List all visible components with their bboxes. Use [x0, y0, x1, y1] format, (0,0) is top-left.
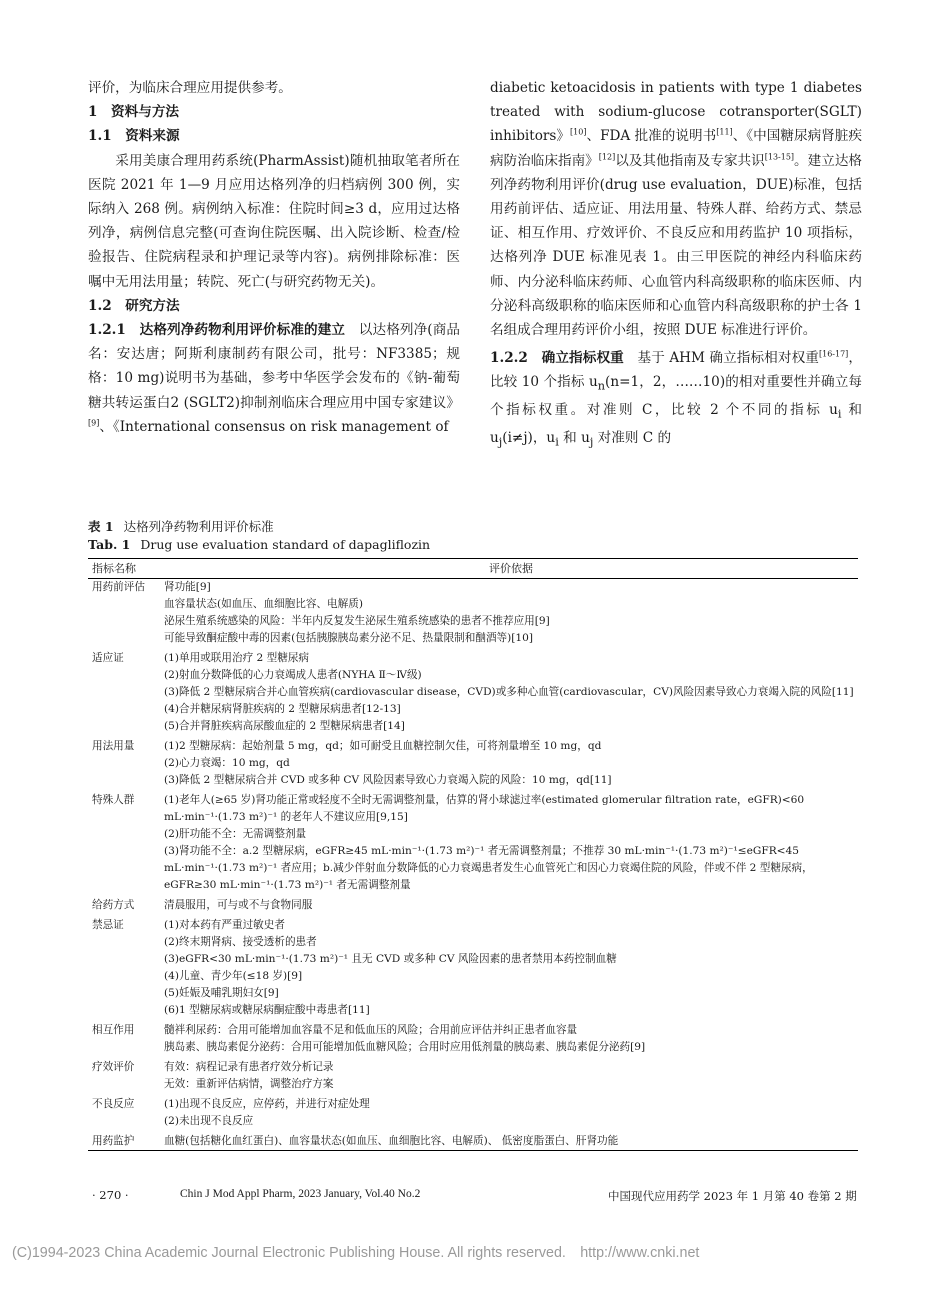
column-header-basis: 评价依据	[160, 559, 858, 579]
indicator-name	[88, 985, 160, 1002]
evaluation-basis: (2)心力衰竭：10 mg，qd	[164, 757, 290, 769]
indicator-name	[88, 934, 160, 951]
reference-12: [12]	[598, 152, 616, 162]
evaluation-basis: (2)射血分数降低的心力衰竭成人患者(NYHA Ⅱ～Ⅳ级)	[164, 669, 422, 681]
evaluation-basis: (5)合并肾脏疾病高尿酸血症的 2 型糖尿病患者[14]	[164, 720, 405, 732]
evaluation-basis: (4)合并糖尿病肾脏疾病的 2 型糖尿病患者[12-13]	[164, 703, 401, 715]
table-body	[88, 579, 858, 1151]
evaluation-basis: (4)儿童、青少年(≤18 岁)[9]	[164, 970, 303, 982]
heading-due-standard: 1.2.1 达格列净药物利用评价标准的建立	[88, 322, 346, 339]
page-number: · 270 ·	[92, 1188, 129, 1202]
table-row	[88, 667, 858, 684]
table-row	[88, 1076, 858, 1093]
paragraph-weights: 1.2.2 确立指标权重 基于 AHM 确立指标相对权重[16-17]，比较 10 个指标 $u_n(n=1$，2，……10)的相对重要性并确立每个指标权重。对准则 C，比较 2 个不同的指标 $u_i$ 和 $u_j(i\ne j)$，$u_i$ 和 $u_j$ 对准则 C 的	[490, 349, 862, 449]
paragraph-intro-end: 评价，为临床合理应用提供参考。	[88, 80, 292, 96]
heading-materials-methods: 1 资料与方法	[88, 104, 180, 121]
table-row	[88, 789, 858, 826]
indicator-name: 禁忌证	[92, 919, 124, 931]
indicator-name	[88, 755, 160, 772]
evaluation-basis: 可能导致酮症酸中毒的因素(包括胰腺胰岛素分泌不足、热量限制和酗酒等)[10]	[164, 632, 534, 644]
indicator-name	[88, 1039, 160, 1056]
indicator-name: 适应证	[92, 652, 124, 664]
indicator-name	[88, 630, 160, 647]
evaluation-basis: 髓袢利尿药：合用可能增加血容量不足和低血压的风险；合用前应评估并纠正患者血容量	[164, 1024, 578, 1036]
evaluation-basis: (1)出现不良反应，应停药，并进行对症处理	[164, 1098, 370, 1110]
table-row	[88, 843, 858, 894]
table-row	[88, 1039, 858, 1056]
table-row	[88, 1056, 858, 1076]
reference-13-15: [13-15]	[764, 152, 795, 162]
indicator-name	[88, 1076, 160, 1093]
evaluation-basis: (1)2 型糖尿病：起始剂量 5 mg，qd；如可耐受且血糖控制欠佳，可将剂量增至 10 mg，qd	[164, 740, 602, 752]
journal-citation-en: Chin J Mod Appl Pharm, 2023 January, Vol.40 No.2	[180, 1188, 421, 1200]
table-row	[88, 701, 858, 718]
indicator-name	[88, 951, 160, 968]
evaluation-basis: 肾功能[9]	[164, 581, 211, 593]
column-header-indicator: 指标名称	[88, 559, 160, 579]
table-row	[88, 914, 858, 934]
table-row	[88, 985, 858, 1002]
indicator-name: 用法用量	[92, 740, 135, 752]
evaluation-basis: (3)降低 2 型糖尿病合并心血管疾病(cardiovascular disease，CVD)或多种心血管(cardiovascular，CV)风险因素导致心力衰竭入院的风险[11]	[164, 686, 854, 698]
table-row	[88, 684, 858, 701]
table-row	[88, 718, 858, 735]
indicator-name	[88, 1002, 160, 1019]
table-row	[88, 1113, 858, 1130]
indicator-name	[88, 968, 160, 985]
table-row	[88, 735, 858, 755]
indicator-name	[88, 1113, 160, 1130]
cnki-copyright-watermark: (C)1994-2023 China Academic Journal Electronic Publishing House. All rights reserved. http://www.cnki.net	[12, 1245, 700, 1261]
indicator-name	[88, 667, 160, 684]
indicator-name: 相互作用	[92, 1024, 135, 1036]
table-row	[88, 934, 858, 951]
indicator-name	[88, 596, 160, 613]
paragraph-due-continued: diabetic ketoacidosis in patients with type 1 diabetes treated with sodium-glucose cotransporter(SGLT) inhibitors》[10]、FDA 批准的说明书[11]、《中国糖尿病肾脏疾病防治临床指南》[12]以及其他指南及专家共识[13-15]。建立达格列净药物利用评价(drug use evaluation，DUE)标准，包括用药前评估、适应证、用法用量、特殊人群、给药方式、禁忌证、相互作用、疗效评价、不良反应和用药监护 10 项指标，达格列净 DUE 标准见表 1。由三甲医院的神经内科临床药师、内分泌科临床药师、心血管内科高级职称的临床医师、内分泌科高级职称的临床医师和心血管内科高级职称的护士各 1 名组成合理用药评价小组，按照 DUE 标准进行评价。	[490, 80, 863, 339]
evaluation-basis: (6)1 型糖尿病或糖尿病酮症酸中毒患者[11]	[164, 1004, 370, 1016]
table-header-row	[88, 559, 858, 579]
heading-weights: 1.2.2 确立指标权重	[490, 350, 624, 367]
paragraph-data-source: 采用美康合理用药系统(PharmAssist)随机抽取笔者所在医院 2021 年 1—9 月应用达格列净的归档病例 300 例，实际纳入 268 例。病例纳入标准：住院时间≥3 d，应用过达格列净，病例信息完整(可查询住院医嘱、出入院诊断、检查/检验报告、住院病程录和护理记录等内容)。病例排除标准：医嘱中无用法用量；转院、死亡(与研究药物无关)。	[88, 152, 460, 290]
journal-citation-cn: 中国现代应用药学 2023 年 1 月第 40 卷第 2 期	[608, 1189, 857, 1203]
table-row	[88, 1019, 858, 1039]
evaluation-basis: 清晨服用，可与或不与食物同服	[164, 899, 313, 911]
evaluation-basis: (1)单用或联用治疗 2 型糖尿病	[164, 652, 310, 664]
table-caption-cn: 表 1 达格列净药物利用评价标准	[88, 519, 274, 534]
evaluation-basis: 泌尿生殖系统感染的风险：半年内反复发生泌尿生殖系统感染的患者不推荐应用[9]	[164, 615, 550, 627]
evaluation-basis: 胰岛素、胰岛素促分泌药：合用可能增加低血糖风险；合用时应用低剂量的胰岛素、胰岛素促分泌药[9]	[164, 1041, 646, 1053]
indicator-name: 给药方式	[92, 899, 135, 911]
evaluation-basis: (1)对本药有严重过敏史者	[164, 919, 285, 931]
evaluation-basis: 血容量状态(如血压、血细胞比容、电解质)	[164, 598, 363, 610]
evaluation-basis: (1)老年人(≥65 岁)肾功能正常或轻度不全时无需调整剂量，估算的肾小球滤过率(estimated glomerular filtration rate，eGFR)<60 mL·min⁻¹·(1.73 m²)⁻¹ 的老年人不建议应用[9,15]	[164, 794, 805, 823]
table-row	[88, 1093, 858, 1113]
evaluation-basis: (2)未出现不良反应	[164, 1115, 254, 1127]
heading-data-source: 1.1 资料来源	[88, 128, 180, 145]
left-column	[88, 76, 460, 439]
due-standard-table	[88, 558, 858, 1151]
reference-16-17: [16-17]	[818, 349, 849, 359]
reference-11: [11]	[716, 127, 733, 137]
table-row	[88, 1002, 858, 1019]
table-row	[88, 826, 858, 843]
evaluation-basis: (5)妊娠及哺乳期妇女[9]	[164, 987, 279, 999]
indicator-name: 用药监护	[88, 1130, 160, 1151]
table-row	[88, 951, 858, 968]
table-row	[88, 772, 858, 789]
indicator-name: 疗效评价	[92, 1061, 135, 1073]
indicator-name	[88, 718, 160, 735]
table-row	[88, 894, 858, 914]
evaluation-basis: 有效：病程记录有患者疗效分析记录	[164, 1061, 334, 1073]
indicator-name	[88, 843, 160, 894]
table-row	[88, 755, 858, 772]
evaluation-basis: (3)eGFR<30 mL·min⁻¹·(1.73 m²)⁻¹ 且无 CVD 或多种 CV 风险因素的患者禁用本药控制血糖	[164, 953, 617, 965]
table-row	[88, 613, 858, 630]
evaluation-basis: (2)肝功能不全：无需调整剂量	[164, 828, 307, 840]
indicator-name	[88, 684, 160, 701]
indicator-name	[88, 613, 160, 630]
reference-9: [9]	[88, 418, 100, 428]
right-column	[490, 76, 862, 454]
table-row	[88, 630, 858, 647]
indicator-name	[88, 701, 160, 718]
heading-research-methods: 1.2 研究方法	[88, 297, 180, 314]
indicator-name	[88, 772, 160, 789]
paragraph-due-standard: 1.2.1 达格列净药物利用评价标准的建立 以达格列净(商品名：安达唐；阿斯利康制药有限公司，批号：NF3385；规格：10 mg)说明书为基础，参考中华医学会发布的《钠-葡萄糖共转运蛋白2 (SGLT2)抑制剂临床合理应用中国专家建议》[9]、《International consensus on risk management of	[88, 322, 460, 435]
table-caption-en: Tab. 1 Drug use evaluation standard of dapagliflozin	[88, 537, 431, 552]
evaluation-basis: (3)降低 2 型糖尿病合并 CVD 或多种 CV 风险因素导致心力衰竭入院的风险：10 mg，qd[11]	[164, 774, 612, 786]
table-row	[88, 647, 858, 667]
table-row	[88, 1130, 858, 1151]
evaluation-basis: 血糖(包括糖化血红蛋白)、血容量状态(如血压、血细胞比容、电解质)、 低密度脂蛋白、肝肾功能	[160, 1130, 858, 1151]
indicator-name	[88, 826, 160, 843]
reference-10: [10]	[570, 127, 587, 137]
indicator-name: 不良反应	[92, 1098, 135, 1110]
table-row	[88, 579, 858, 597]
indicator-name: 特殊人群	[92, 794, 135, 806]
evaluation-basis: (3)肾功能不全：a.2 型糖尿病，eGFR≥45 mL·min⁻¹·(1.73 m²)⁻¹ 者无需调整剂量；不推荐 30 mL·min⁻¹·(1.73 m²)⁻¹≤eGFR<45 mL·min⁻¹·(1.73 m²)⁻¹ 者应用；b.减少伴射血分数降低的心力衰竭患者发生心血管死亡和因心力衰竭住院的风险，伴或不伴 2 型糖尿病，eGFR≥30 mL·min⁻¹·(1.73 m²)⁻¹ 者无需调整剂量	[164, 845, 813, 891]
table-row	[88, 968, 858, 985]
indicator-name: 用药前评估	[92, 581, 145, 593]
evaluation-basis: (2)终末期肾病、接受透析的患者	[164, 936, 317, 948]
evaluation-basis: 无效：重新评估病情，调整治疗方案	[164, 1078, 334, 1090]
table-row	[88, 596, 858, 613]
